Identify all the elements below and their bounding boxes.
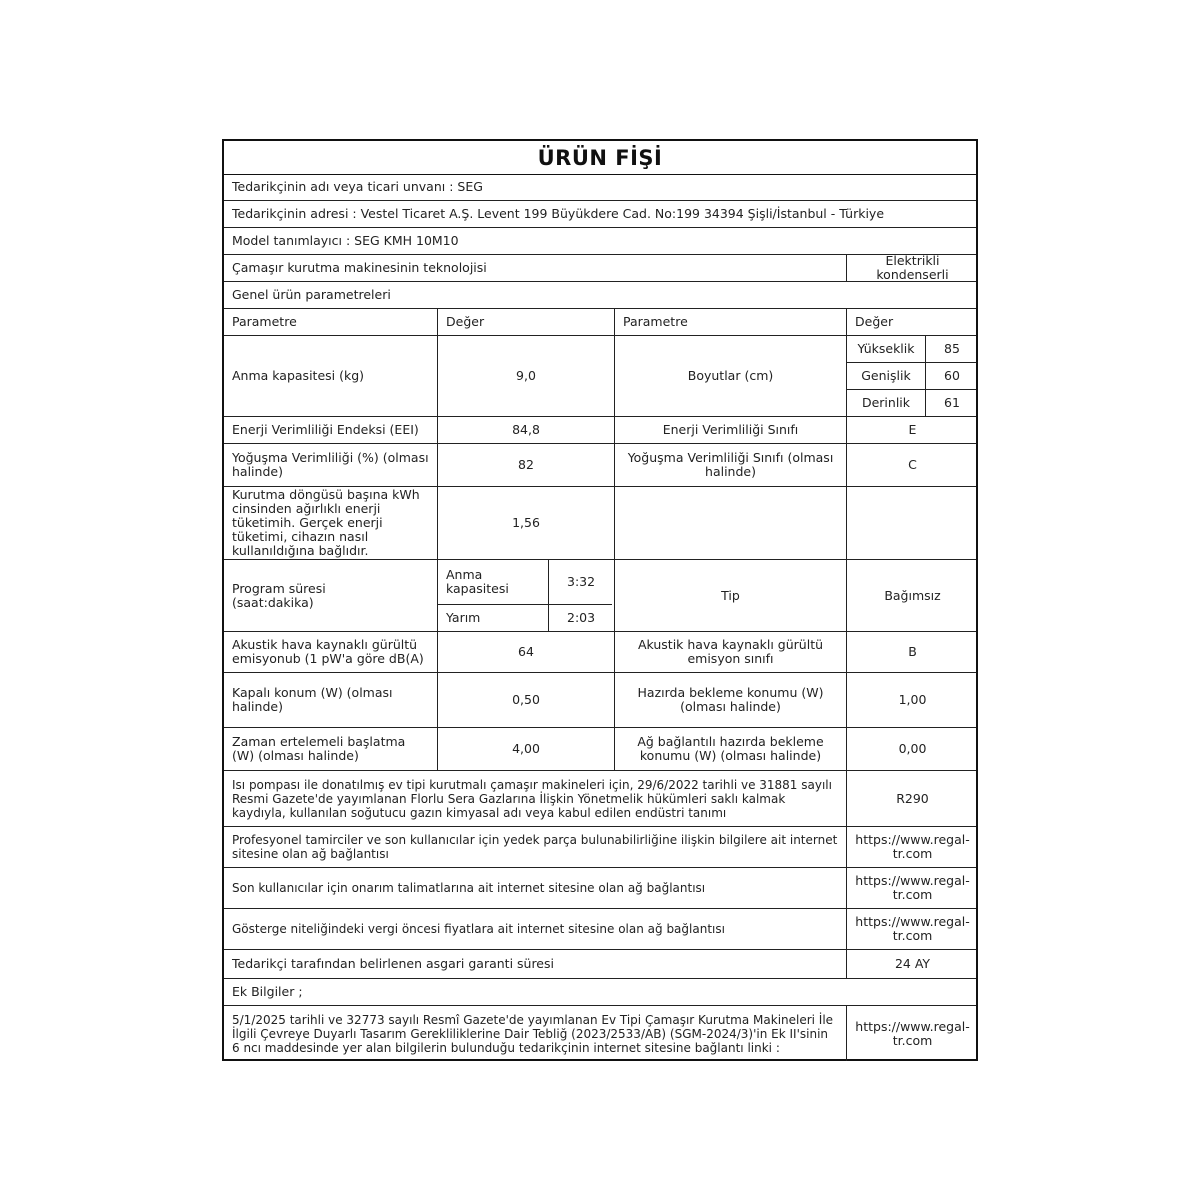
regulation-link[interactable]: https://www.regal-tr.com [855, 1018, 970, 1048]
eei-label: Enerji Verimliliği Endeksi (EEI) [232, 422, 419, 437]
header-param-left: Parametre [232, 314, 297, 329]
program-duration-label-2: (saat:dakika) [232, 594, 314, 610]
program-half-label: Yarım [446, 610, 481, 625]
depth-value: 61 [944, 395, 960, 410]
product-fiche-table [222, 139, 978, 1061]
off-mode-value: 0,50 [512, 692, 540, 707]
network-standby-label: Ağ bağlantılı hazırda bekleme konumu (W) (olması halinde) [637, 734, 824, 763]
technology-value: Elektrikli kondenserli [876, 255, 949, 281]
standby-value: 1,00 [898, 692, 927, 707]
extra-info-heading: Ek Bilgiler ; [232, 984, 303, 999]
regulation-label: 5/1/2025 tarihli ve 32773 sayılı Resmî Gazete'de yayımlanan Ev Tipi Çamaşır Kurutma Makineleri İle İlgili Çevreye Duyarlı Tasarım Gerekliliklerine Dair Tebliğ (2023/2533/AB) (SGM-2024/3)'in Ek II'sinin 6 ncı maddesinde yer alan bilgilerin bulunduğu tedarikçinin internet sitesine bağlantı linki : [232, 1012, 834, 1055]
depth-label: Derinlik [861, 395, 911, 410]
energy-class-value: E [908, 422, 917, 437]
spare-parts-link[interactable]: https://www.regal-tr.com [855, 832, 970, 861]
header-value-right: Değer [855, 314, 894, 329]
standby-label: Hazırda bekleme konumu (W) (olması halinde) [637, 685, 824, 714]
off-mode-label: Kapalı konum (W) (olması halinde) [232, 685, 393, 714]
delay-start-label: Zaman ertelemeli başlatma (W) (olması halinde) [232, 734, 406, 763]
program-rated-label: Anma kapasitesi [446, 567, 509, 596]
condensation-label: Yoğuşma Verimliliği (%) (olması halinde) [232, 450, 429, 479]
condensation-class-value: C [908, 457, 917, 472]
eei-value: 84,8 [512, 422, 540, 437]
type-value: Bağımsız [884, 587, 941, 603]
program-duration-label-1: Program süresi [232, 580, 326, 596]
height-label: Yükseklik [857, 341, 915, 356]
condensation-class-label: Yoğuşma Verimliliği Sınıfı (olması halinde) [627, 450, 834, 479]
refrigerant-value: R290 [896, 790, 929, 806]
noise-class-value: B [908, 644, 917, 659]
noise-class-label: Akustik hava kaynaklı gürültü emisyon sınıfı [637, 637, 824, 666]
supplier-name: Tedarikçinin adı veya ticari unvanı : SEG [232, 179, 483, 194]
height-value: 85 [944, 341, 960, 356]
capacity-label: Anma kapasitesi (kg) [232, 368, 365, 383]
program-duration-label [224, 560, 437, 631]
warranty-label: Tedarikçi tarafından belirlenen asgari garanti süresi [232, 956, 554, 971]
model-identifier: Model tanımlayıcı : SEG KMH 10M10 [232, 233, 459, 248]
delay-start-value: 4,00 [512, 741, 540, 756]
condensation-value: 82 [518, 457, 534, 472]
price-label: Gösterge niteliğindeki vergi öncesi fiyatlara ait internet sitesine olan ağ bağlantısı [232, 922, 725, 936]
capacity-value: 9,0 [516, 368, 536, 383]
technology-label: Çamaşır kurutma makinesinin teknolojisi [232, 260, 487, 275]
noise-label: Akustik hava kaynaklı gürültü emisyonub (1 pW'a göre dB(A) [232, 637, 424, 666]
refrigerant-label: Isı pompası ile donatılmış ev tipi kurutmalı çamaşır makineleri için, 29/6/2022 tarihli ve 31881 sayılı Resmi Gazete'de yayımlanan Florlu Sera Gazlarına İlişkin Yönetmelik hükümleri saklı kalmak kaydıyla, kullanılan soğutucu gazın kimyasal adı veya kabul edilen endüstri tanımı [232, 777, 832, 820]
repair-link[interactable]: https://www.regal-tr.com [855, 873, 970, 902]
general-params-heading: Genel ürün parametreleri [232, 287, 391, 302]
energy-consumption-label: Kurutma döngüsü başına kWh cinsinden ağırlıklı enerji tüketimih. Gerçek enerji tüketimi, cihazın nasıl kullanıldığına bağlıdır. [232, 487, 420, 558]
price-link[interactable]: https://www.regal-tr.com [855, 914, 970, 943]
network-standby-value: 0,00 [898, 741, 927, 756]
noise-value: 64 [518, 644, 534, 659]
width-value: 60 [944, 368, 960, 383]
header-param-right: Parametre [623, 314, 688, 329]
program-half-value: 2:03 [567, 610, 596, 625]
page-title: ÜRÜN FİŞİ [224, 141, 976, 175]
energy-consumption-value: 1,56 [512, 515, 540, 530]
supplier-address: Tedarikçinin adresi : Vestel Ticaret A.Ş. Levent 199 Büyükdere Cad. No:199 34394 Şişli/İstanbul - Türkiye [232, 206, 885, 221]
repair-label: Son kullanıcılar için onarım talimatlarına ait internet sitesine olan ağ bağlantısı [232, 881, 706, 895]
dimensions-label: Boyutlar (cm) [687, 368, 774, 383]
program-rated-value: 3:32 [567, 574, 596, 589]
header-value-left: Değer [446, 314, 485, 329]
spare-parts-label: Profesyonel tamirciler ve son kullanıcılar için yedek parça bulunabilirliğine ilişkin bilgilere ait internet sitesine olan ağ bağlantısı [232, 833, 838, 861]
type-label: Tip [721, 587, 740, 603]
energy-class-label: Enerji Verimliliği Sınıfı [662, 422, 799, 437]
width-label: Genişlik [861, 368, 911, 383]
warranty-value: 24 AY [894, 956, 931, 971]
